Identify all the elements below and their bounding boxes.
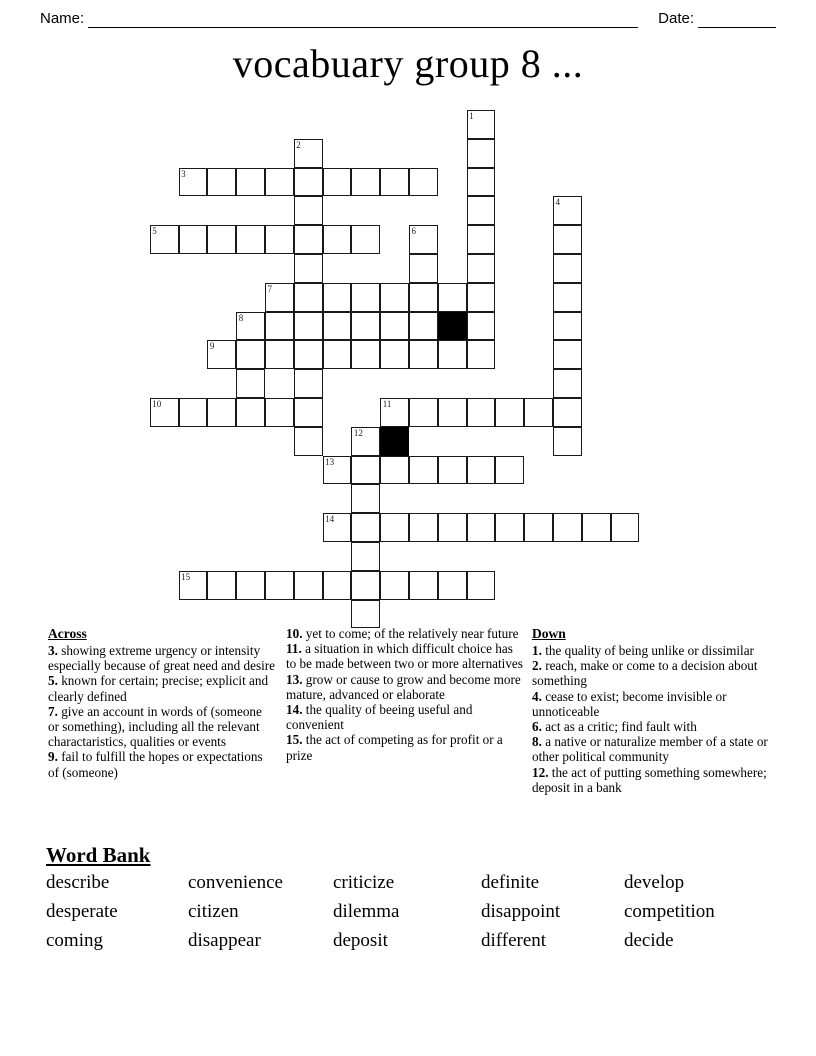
page-title: vocabuary group 8 ... xyxy=(232,41,584,86)
crossword-cell[interactable] xyxy=(467,456,496,485)
crossword-cell[interactable] xyxy=(553,369,582,398)
crossword-cell[interactable] xyxy=(467,513,496,542)
word-bank-word: dilemma xyxy=(333,901,400,922)
crossword-cell[interactable] xyxy=(236,312,265,341)
clues-down-column xyxy=(532,626,772,795)
clue-text: reach, make or come to a decision about something xyxy=(532,658,758,689)
clue-down-8 xyxy=(532,734,772,764)
crossword-cell[interactable] xyxy=(351,484,380,513)
clue-number: 3. xyxy=(48,643,58,658)
crossword-cell-number: 7 xyxy=(267,283,272,294)
clue-number: 5. xyxy=(48,673,58,689)
clue-across-9 xyxy=(48,749,276,779)
crossword-cell[interactable] xyxy=(236,571,265,600)
word-bank-heading: Word Bank xyxy=(46,843,151,867)
crossword-cell[interactable] xyxy=(236,369,265,398)
word-bank-word: describe xyxy=(46,872,110,893)
crossword-cell[interactable] xyxy=(553,196,582,225)
clue-text: the quality of being unlike or dissimilar xyxy=(541,643,754,658)
crossword-cell[interactable] xyxy=(179,398,208,427)
word-bank-word: develop xyxy=(624,872,685,893)
crossword-cell[interactable] xyxy=(467,312,496,341)
clue-number: 13. xyxy=(286,671,303,687)
crossword-cell[interactable] xyxy=(495,513,524,542)
clue-number: 7. xyxy=(48,703,58,719)
crossword-cell[interactable] xyxy=(236,340,265,369)
clue-across-5 xyxy=(48,673,276,703)
crossword-cell-number: 15 xyxy=(181,571,191,582)
clue-text: the act of competing as for profit or a prize xyxy=(286,732,503,763)
crossword-cell[interactable] xyxy=(467,110,496,139)
crossword-cell[interactable] xyxy=(265,168,294,197)
crossword-cell[interactable] xyxy=(323,225,352,254)
clue-down-4 xyxy=(532,689,772,719)
crossword-cell[interactable] xyxy=(553,254,582,283)
clue-across-11 xyxy=(286,641,526,671)
clue-text: give an account in words of (someone or something), including all the relevant charactaristics, qualities or events xyxy=(48,703,262,750)
crossword-cell[interactable] xyxy=(351,312,380,341)
clue-down-12 xyxy=(532,765,772,795)
crossword-cell[interactable] xyxy=(380,513,409,542)
crossword-cell[interactable] xyxy=(351,456,380,485)
crossword-cell-number: 13 xyxy=(325,456,335,467)
crossword-cell[interactable] xyxy=(467,254,496,283)
crossword-cell[interactable] xyxy=(380,398,409,427)
crossword-cell[interactable] xyxy=(467,571,496,600)
clue-number: 4. xyxy=(532,688,542,704)
clues-section xyxy=(40,626,780,831)
crossword-cell[interactable] xyxy=(409,225,438,254)
clue-across-13 xyxy=(286,672,526,702)
word-bank-word: convenience xyxy=(188,872,283,893)
crossword-cell[interactable] xyxy=(351,427,380,456)
crossword-cell[interactable] xyxy=(524,513,553,542)
crossword-cell[interactable] xyxy=(409,283,438,312)
crossword-cell-number: 10 xyxy=(152,399,162,409)
crossword-cell[interactable] xyxy=(351,542,380,571)
crossword-cell[interactable] xyxy=(323,571,352,600)
clue-text: act as a critic; find fault with xyxy=(541,719,697,735)
word-bank-grid xyxy=(46,871,766,953)
crossword-cell[interactable] xyxy=(553,312,582,341)
crossword-cell[interactable] xyxy=(294,312,323,341)
crossword-cell[interactable] xyxy=(294,254,323,283)
crossword-cell[interactable] xyxy=(294,398,323,427)
word-bank-word: disappear xyxy=(188,930,261,951)
crossword-cell[interactable] xyxy=(467,225,496,254)
name-label: Name: xyxy=(40,10,85,27)
crossword-cell[interactable] xyxy=(207,398,236,427)
clue-number: 10. xyxy=(286,626,303,641)
crossword-cell[interactable] xyxy=(236,168,265,197)
crossword-cell[interactable] xyxy=(323,340,352,369)
crossword-cell[interactable] xyxy=(236,398,265,427)
clue-text: showing extreme urgency or intensity especially because of great need and desire xyxy=(48,643,276,674)
word-bank-word: citizen xyxy=(188,901,239,922)
word-bank-section xyxy=(46,842,766,953)
crossword-cell[interactable] xyxy=(409,340,438,369)
clue-number: 9. xyxy=(48,749,58,765)
crossword-cell[interactable] xyxy=(294,340,323,369)
crossword-cell[interactable] xyxy=(323,513,352,542)
clue-number: 11. xyxy=(286,641,302,657)
crossword-cell[interactable] xyxy=(265,225,294,254)
crossword-blocked-cell xyxy=(380,427,409,456)
clue-number: 1. xyxy=(532,643,542,658)
word-bank-word: desperate xyxy=(46,901,118,922)
crossword-cell[interactable] xyxy=(150,398,179,427)
crossword-cell[interactable] xyxy=(294,427,323,456)
crossword-cell[interactable] xyxy=(351,600,380,629)
crossword-cell[interactable] xyxy=(265,340,294,369)
crossword-cell[interactable] xyxy=(467,283,496,312)
clue-down-2 xyxy=(532,658,772,688)
crossword-cell[interactable] xyxy=(553,398,582,427)
clue-text: known for certain; precise; explicit and clearly defined xyxy=(48,673,269,704)
crossword-cell[interactable] xyxy=(265,283,294,312)
word-bank-word: disappoint xyxy=(481,901,561,922)
crossword-cell[interactable] xyxy=(438,571,467,600)
crossword-cell[interactable] xyxy=(179,225,208,254)
crossword-cell[interactable] xyxy=(409,254,438,283)
crossword-cell[interactable] xyxy=(467,168,496,197)
word-bank-word: different xyxy=(481,930,547,951)
crossword-cell-number: 8 xyxy=(238,312,244,323)
word-bank-word: coming xyxy=(46,930,103,951)
crossword-cell[interactable] xyxy=(294,139,323,168)
word-bank-word: competition xyxy=(624,901,715,922)
word-bank-word: deposit xyxy=(333,930,388,951)
clue-number: 12. xyxy=(532,764,549,780)
crossword-cell[interactable] xyxy=(553,283,582,312)
crossword-cell-number: 1 xyxy=(469,111,474,121)
clue-text: a situation in which difficult choice has to be made between two or more alternatives xyxy=(286,641,523,672)
across-heading: Across xyxy=(48,626,87,641)
crossword-cell[interactable] xyxy=(438,456,467,485)
crossword-cell[interactable] xyxy=(294,369,323,398)
crossword-cell[interactable] xyxy=(351,225,380,254)
crossword-cell[interactable] xyxy=(467,340,496,369)
crossword-cell[interactable] xyxy=(524,398,553,427)
clue-text: the quality of beeing useful and convenient xyxy=(286,702,473,733)
crossword-cell[interactable] xyxy=(351,571,380,600)
clue-down-6 xyxy=(532,719,772,734)
clue-across-7 xyxy=(48,704,276,750)
crossword-cell[interactable] xyxy=(553,513,582,542)
crossword-cell-number: 11 xyxy=(382,399,392,409)
crossword-cell[interactable] xyxy=(323,312,352,341)
crossword-cell[interactable] xyxy=(467,139,496,168)
word-bank-word: definite xyxy=(481,872,540,893)
crossword-cell-number: 4 xyxy=(555,197,560,208)
crossword-cell[interactable] xyxy=(351,168,380,197)
crossword-cell[interactable] xyxy=(409,513,438,542)
crossword-cell-number: 14 xyxy=(325,514,335,525)
crossword-cell[interactable] xyxy=(495,398,524,427)
crossword-cell[interactable] xyxy=(323,283,352,312)
crossword-cell[interactable] xyxy=(351,283,380,312)
crossword-cell[interactable] xyxy=(380,283,409,312)
crossword-cell[interactable] xyxy=(265,312,294,341)
clue-text: fail to fulfill the hopes or expectations of (someone) xyxy=(48,749,263,780)
date-label: Date: xyxy=(658,10,694,27)
crossword-cell[interactable] xyxy=(467,398,496,427)
crossword-cell[interactable] xyxy=(438,283,467,312)
clue-number: 15. xyxy=(286,732,303,748)
crossword-cell[interactable] xyxy=(409,168,438,197)
crossword-cell-number: 5 xyxy=(152,226,157,237)
word-bank-word: criticize xyxy=(333,872,395,893)
crossword-cell[interactable] xyxy=(207,225,236,254)
crossword-cell[interactable] xyxy=(265,398,294,427)
clue-number: 14. xyxy=(286,702,303,718)
clues-across-column-1 xyxy=(48,626,276,780)
crossword-cell[interactable] xyxy=(438,340,467,369)
clue-text: a native or naturalize member of a state or other political community xyxy=(532,734,768,765)
crossword-cell[interactable] xyxy=(467,196,496,225)
crossword-cell-number: 6 xyxy=(411,226,416,237)
crossword-cell[interactable] xyxy=(207,168,236,197)
crossword-cell-number: 9 xyxy=(209,341,215,352)
crossword-cell[interactable] xyxy=(409,456,438,485)
crossword-cell[interactable] xyxy=(351,340,380,369)
crossword-cell[interactable] xyxy=(294,168,323,197)
crossword-cell[interactable] xyxy=(380,312,409,341)
crossword-cell[interactable] xyxy=(323,168,352,197)
crossword-cell[interactable] xyxy=(294,571,323,600)
crossword-cell[interactable] xyxy=(553,225,582,254)
crossword-cell[interactable] xyxy=(150,225,179,254)
crossword-cell[interactable] xyxy=(611,513,640,542)
crossword-cell[interactable] xyxy=(438,513,467,542)
crossword-blocked-cell xyxy=(438,312,467,341)
clue-text: the act of putting something somewhere; deposit in a bank xyxy=(532,764,767,795)
clue-text: grow or cause to grow and become more mature, advanced or elaborate xyxy=(286,671,521,702)
clue-across-3 xyxy=(48,643,276,673)
clue-across-10 xyxy=(286,626,526,641)
crossword-cell[interactable] xyxy=(294,196,323,225)
crossword-cell[interactable] xyxy=(265,571,294,600)
clue-across-15 xyxy=(286,732,526,762)
word-bank-word: decide xyxy=(624,930,674,951)
crossword-cell[interactable] xyxy=(409,312,438,341)
crossword-cell[interactable] xyxy=(380,456,409,485)
crossword-cell[interactable] xyxy=(179,571,208,600)
clue-number: 8. xyxy=(532,734,542,750)
crossword-cell[interactable] xyxy=(438,398,467,427)
crossword-cell[interactable] xyxy=(380,168,409,197)
crossword-cell-number: 12 xyxy=(353,427,363,438)
crossword-cell[interactable] xyxy=(294,225,323,254)
crossword-cell-number: 2 xyxy=(296,139,301,150)
clue-text: yet to come; of the relatively near future xyxy=(302,626,519,641)
crossword-cell[interactable] xyxy=(553,427,582,456)
crossword-cell[interactable] xyxy=(207,340,236,369)
crossword-cell[interactable] xyxy=(582,513,611,542)
crossword-cell[interactable] xyxy=(294,283,323,312)
crossword-cell[interactable] xyxy=(380,340,409,369)
crossword-cell[interactable] xyxy=(236,225,265,254)
crossword-cell[interactable] xyxy=(553,340,582,369)
clue-number: 6. xyxy=(532,719,542,735)
crossword-cell-number: 3 xyxy=(181,168,186,179)
crossword-cell[interactable] xyxy=(351,513,380,542)
clue-across-14 xyxy=(286,702,526,732)
crossword-cell[interactable] xyxy=(323,456,352,485)
crossword-cell[interactable] xyxy=(179,168,208,197)
clue-text: cease to exist; become invisible or unnoticeable xyxy=(532,688,727,719)
crossword-cell[interactable] xyxy=(409,398,438,427)
clues-across-column-2 xyxy=(286,626,526,763)
crossword-cell[interactable] xyxy=(380,571,409,600)
crossword-cell[interactable] xyxy=(409,571,438,600)
crossword-cell[interactable] xyxy=(495,456,524,485)
clue-down-1 xyxy=(532,643,772,658)
down-heading: Down xyxy=(532,626,566,641)
clue-number: 2. xyxy=(532,658,542,674)
crossword-cell[interactable] xyxy=(207,571,236,600)
